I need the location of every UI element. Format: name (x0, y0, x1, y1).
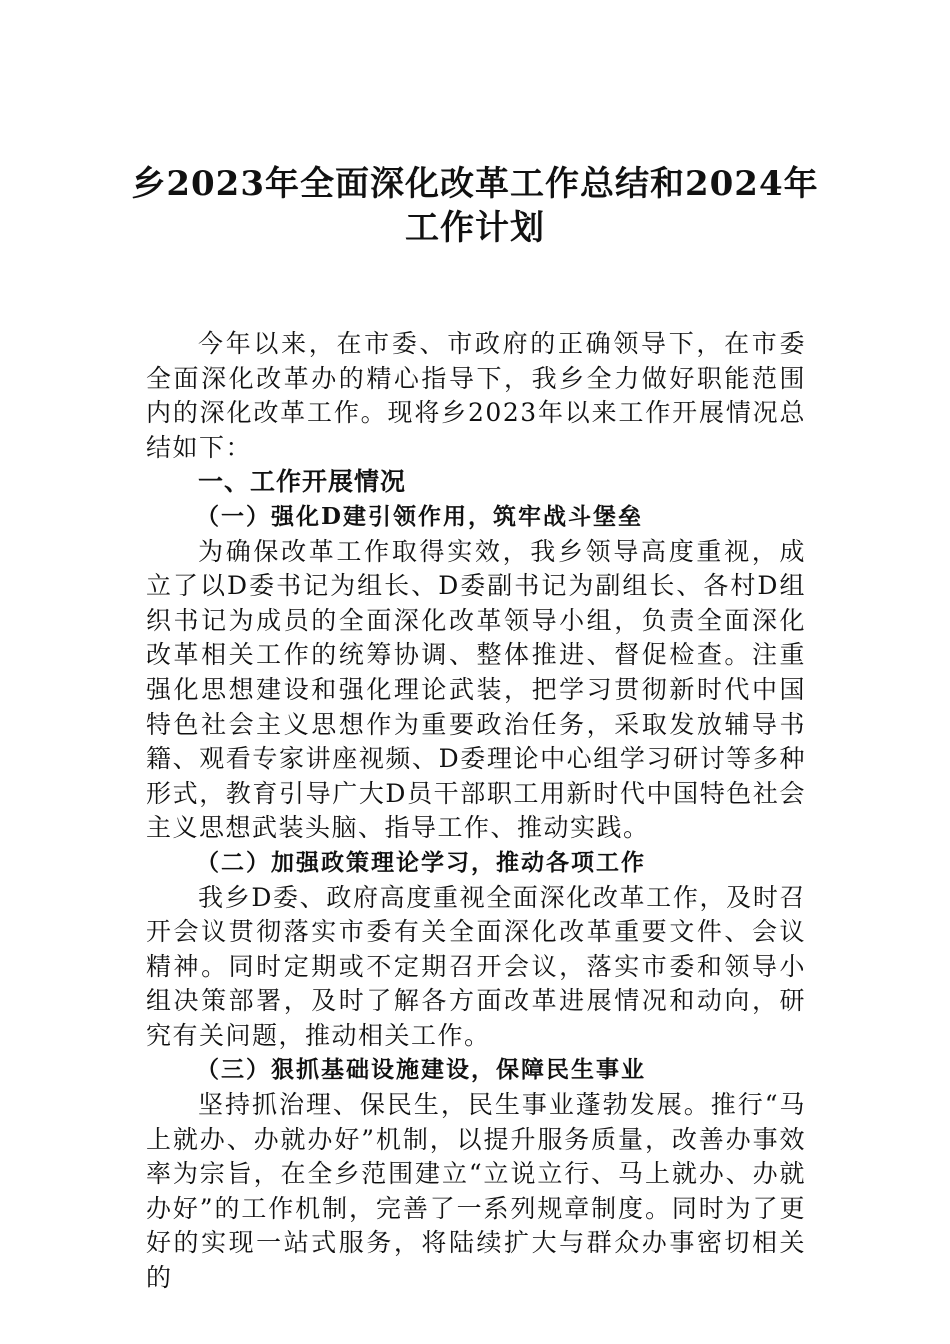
subsection-body-3: 坚持抓治理、保民生，民生事业蓬勃发展。推行“马上就办、办就办好”机制，以提升服务质量，改善办事效率为宗旨，在全乡范围建立“立说立行、马上就办、办就办好”的工作机制，完善了一系列规章制度。同时为了更好的实现一站式服务，将陆续扩大与群众办事密切相关的 (146, 1090, 806, 1293)
subsection-body-2: 我乡D委、政府高度重视全面深化改革工作，及时召开会议贯彻落实市委有关全面深化改革重要文件、会议精神。同时定期或不定期召开会议，落实市委和领导小组决策部署，及时了解各方面改革进展情况和动向，研究有关问题，推动相关工作。 (146, 882, 806, 1050)
subsection-heading-3: （三）狠抓基础设施建设，保障民生事业 (196, 1056, 646, 1084)
document-title-line-2: 工作计划 (405, 208, 545, 248)
section-heading-1: 一、工作开展情况 (198, 467, 407, 497)
subsection-heading-2: （二）加强政策理论学习，推动各项工作 (196, 848, 646, 876)
intro-paragraph: 今年以来，在市委、市政府的正确领导下，在市委全面深化改革办的精心指导下，我乡全力做好职能范围内的深化改革工作。现将乡2023年以来工作开展情况总结如下： (146, 329, 806, 462)
document-title-line-1: 乡2023年全面深化改革工作总结和2024年 (131, 164, 819, 204)
subsection-body-1: 为确保改革工作取得实效，我乡领导高度重视，成立了以D委书记为组长、D委副书记为副组长、各村D组织书记为成员的全面深化改革领导小组，负责全面深化改革相关工作的统筹协调、整体推进、督促检查。注重强化思想建设和强化理论武装，把学习贯彻新时代中国特色社会主义思想作为重要政治任务，采取发放辅导书籍、观看专家讲座视频、D委理论中心组学习研讨等多种形式，教育引导广大D员干部职工用新时代中国特色社会主义思想武装头脑、指导工作、推动实践。 (146, 536, 806, 843)
document-body (146, 327, 806, 1296)
subsection-heading-1: （一）强化D建引领作用，筑牢战斗堡垒 (196, 502, 643, 530)
